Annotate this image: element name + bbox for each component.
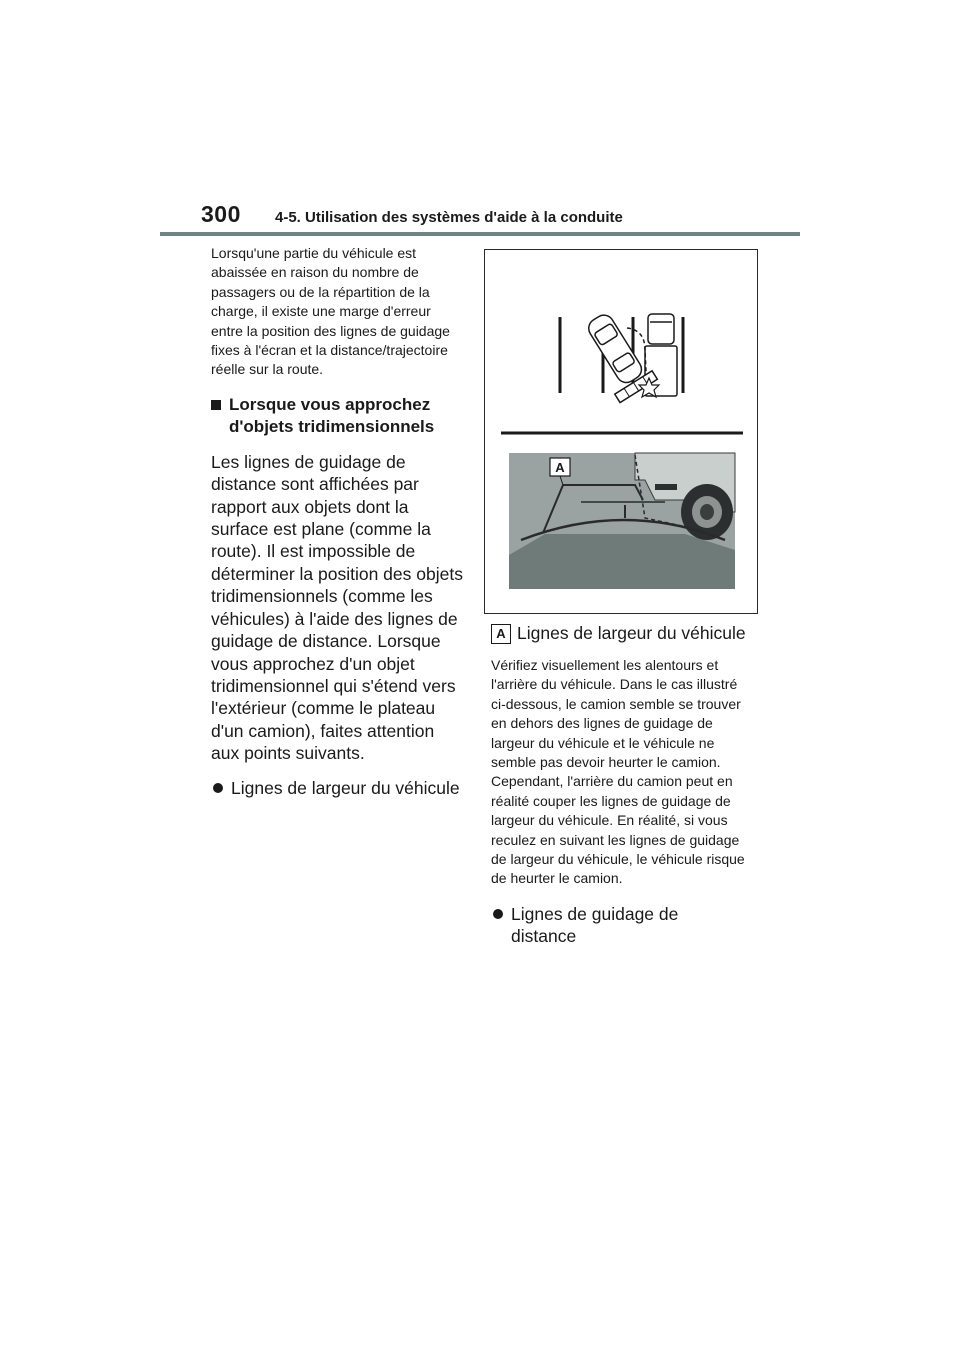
figure-caption (491, 622, 753, 644)
right-body-paragraph: Vérifiez visuellement les alentours et l'arrière du véhicule. Dans le cas illustré ci-dessous, le camion semble se trouver en dehors des lignes de guidage de largeur du véhicule et le véhicule ne semble pas devoir heurter le camion. Cependant, l'arrière du camion peut en réalité couper les lignes de guidage de largeur du véhicule. En réalité, si vous reculez en suivant les lignes de guidage de largeur du véhicule, le véhicule risque de heurter le camion. (491, 657, 745, 887)
illustration-figure (484, 249, 758, 614)
bullet-item (211, 777, 465, 799)
intro-paragraph: Lorsqu'une partie du véhicule est abaissée en raison du nombre de passagers ou de la répartition de la charge, il existe une marge d'erreur entre la position des lignes de guidage fixes à l'écran et la distance/trajectoire réelle sur la route. (211, 245, 450, 378)
bullet-dot-icon (493, 909, 503, 919)
subsection-heading (211, 394, 465, 438)
section-title: 4-5. Utilisation des systèmes d'aide à la conduite (275, 209, 623, 226)
right-bullet-text: Lignes de guidage de distance (511, 903, 679, 947)
page-number: 300 (201, 201, 241, 227)
subsection-heading-text: Lorsque vous approchez d'objets tridimensionnels (229, 394, 435, 436)
parking-illustration (485, 250, 759, 615)
figure-label-a: A (555, 460, 565, 475)
camera-screen (509, 453, 735, 589)
page-header (0, 0, 960, 240)
car-top-icon (585, 311, 645, 386)
caption-text: Lignes de largeur du véhicule (517, 623, 746, 643)
header-rule (160, 232, 800, 236)
caption-badge: A (491, 624, 511, 644)
right-column (491, 622, 753, 948)
bullet-dot-icon (213, 783, 223, 793)
right-bullet-item (491, 903, 753, 948)
bullet-text: Lignes de largeur du véhicule (231, 777, 460, 798)
left-column (211, 244, 465, 799)
square-bullet-icon (211, 400, 221, 410)
body-paragraph: Les lignes de guidage de distance sont affichées par rapport aux objets dont la surface est plane (comme la route). Il est impossible de déterminer la position des objets tridimensionnels (comme les véhicules) à l'aide des lignes de guidage de distance. Lorsque vous approchez d'un objet tridimensionnel qui s'étend vers l'extérieur (comme le plateau d'un camion), faites attention aux points suivants. (211, 451, 463, 764)
